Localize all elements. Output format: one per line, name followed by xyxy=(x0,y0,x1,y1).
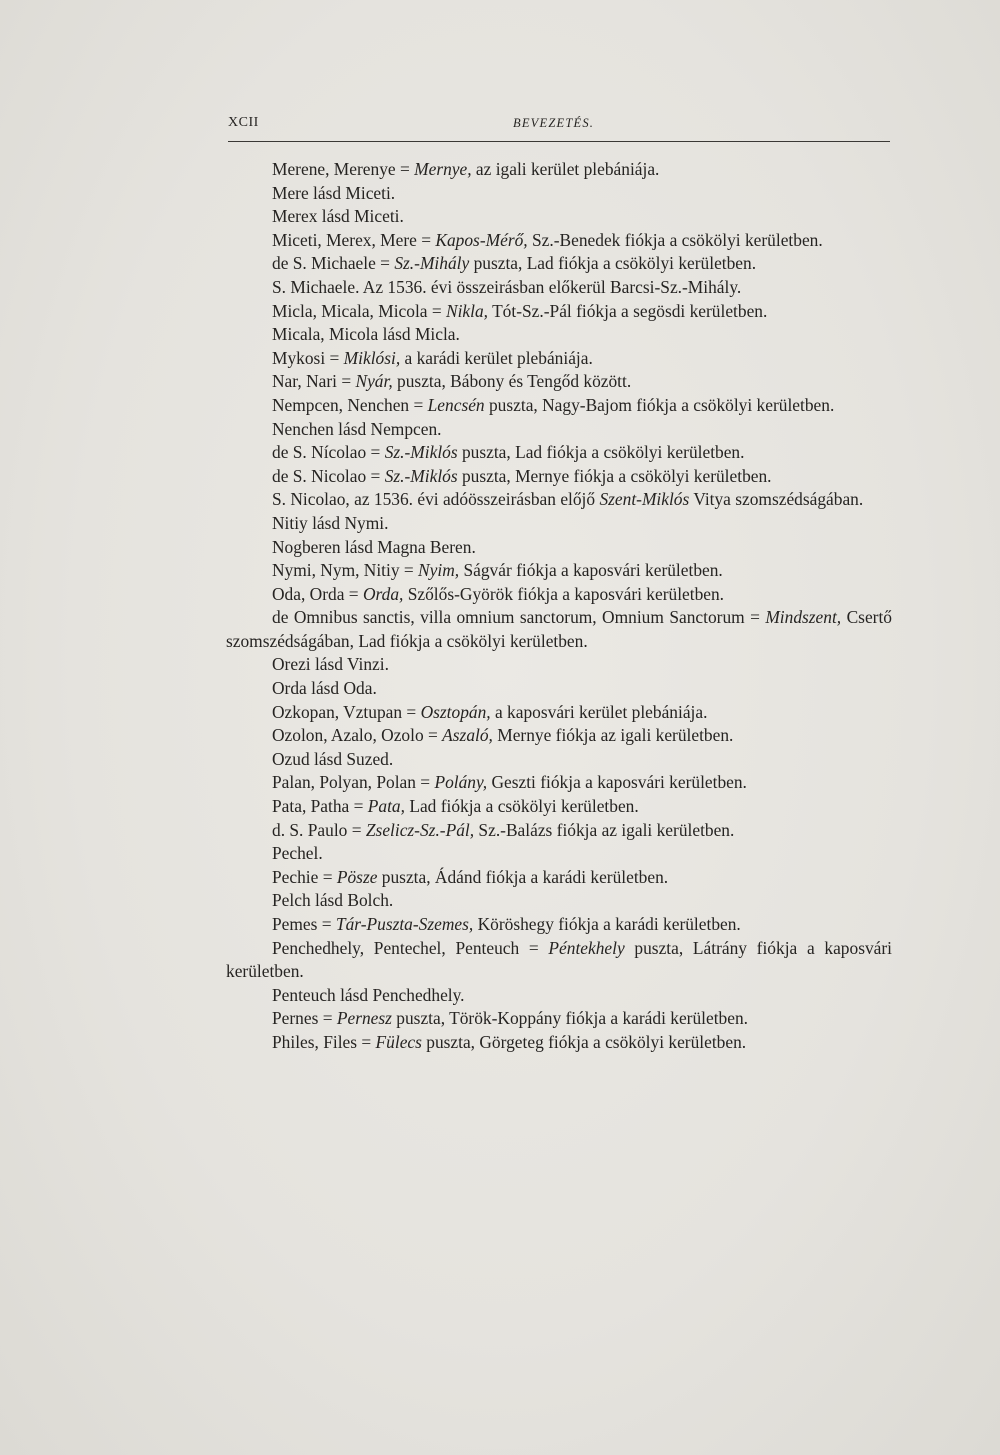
gazetteer-entries xyxy=(226,158,892,1055)
list-item: Nitiy lásd Nymi. xyxy=(272,512,389,533)
list-item: Philes, Files = Fülecs puszta, Görgeteg fiókja a csökölyi kerületben. xyxy=(272,1031,747,1052)
list-item: Palan, Polyan, Polan = Polány, Geszti fiókja a kaposvári kerületben. xyxy=(272,772,747,793)
list-item: Micla, Micala, Micola = Nikla, Tót-Sz.-Pál fiókja a segösdi kerületben. xyxy=(272,300,768,321)
list-item: S. Nicolao, az 1536. évi adóösszeirásban előjő Szent-Miklós Vitya szomszédságában. xyxy=(272,489,864,510)
list-item: de Omnibus sanctis, villa omnium sanctorum, Omnium Sanctorum = Mindszent, Csertő szomszédságában, Lad fiókja a csökölyi kerületben. xyxy=(226,607,892,651)
list-item: Orezi lásd Vinzi. xyxy=(272,654,389,675)
list-item: Merex lásd Miceti. xyxy=(272,206,404,227)
list-item: Miceti, Merex, Mere = Kapos-Mérő, Sz.-Benedek fiókja a csökölyi kerületben. xyxy=(272,229,823,250)
page-number: XCII xyxy=(228,115,259,130)
list-item: Micala, Micola lásd Micla. xyxy=(272,324,460,345)
list-item: d. S. Paulo = Zselicz-Sz.-Pál, Sz.-Balázs fiókja az igali kerületben. xyxy=(272,819,735,840)
list-item: Nymi, Nym, Nitiy = Nyim, Ságvár fiókja a kaposvári kerületben. xyxy=(272,560,723,581)
list-item: Pernes = Pernesz puszta, Török-Koppány fiókja a karádi kerületben. xyxy=(272,1008,749,1029)
list-item: Orda lásd Oda. xyxy=(272,678,377,699)
list-item: Merene, Merenye = Mernye, az igali kerület plebániája. xyxy=(272,159,660,179)
list-item: Pelch lásd Bolch. xyxy=(272,890,394,911)
list-item: Mykosi = Miklósi, a karádi kerület plebániája. xyxy=(272,347,593,368)
list-item: Nempcen, Nenchen = Lencsén puszta, Nagy-Bajom fiókja a csökölyi kerületben. xyxy=(272,394,835,415)
list-item: Pechel. xyxy=(272,843,323,864)
list-item: Nar, Nari = Nyár, puszta, Bábony és Tengőd között. xyxy=(272,371,632,392)
list-item: Pata, Patha = Pata, Lad fiókja a csökölyi kerületben. xyxy=(272,796,639,817)
list-item: Pechie = Pösze puszta, Ádánd fiókja a karádi kerületben. xyxy=(272,866,669,887)
list-item: de S. Nícolao = Sz.-Miklós puszta, Lad fiókja a csökölyi kerületben. xyxy=(272,442,745,463)
list-item: Ozkopan, Vztupan = Osztopán, a kaposvári kerület plebániája. xyxy=(272,701,708,722)
running-head xyxy=(228,111,890,142)
list-item: Ozolon, Azalo, Ozolo = Aszaló, Mernye fiókja az igali kerületben. xyxy=(272,725,734,746)
running-title: BEVEZETÉS. xyxy=(513,116,595,130)
list-item: Mere lásd Miceti. xyxy=(272,182,396,203)
list-item: Nenchen lásd Nempcen. xyxy=(272,418,442,439)
list-item: Pemes = Tár-Puszta-Szemes, Köröshegy fiókja a karádi kerületben. xyxy=(272,914,741,934)
list-item: Penteuch lásd Penchedhely. xyxy=(272,984,465,1005)
list-item: S. Michaele. Az 1536. évi összeirásban előkerül Barcsi-Sz.-Mihály. xyxy=(272,276,742,297)
list-item: Nogberen lásd Magna Beren. xyxy=(272,536,476,557)
list-item: Oda, Orda = Orda, Szőlős-Györök fiókja a kaposvári kerületben. xyxy=(272,583,725,604)
list-item: Penchedhely, Pentechel, Penteuch = Péntekhely puszta, Látrány fiókja a kaposvári kerületben. xyxy=(226,937,892,982)
list-item: Ozud lásd Suzed. xyxy=(272,748,394,769)
list-item: de S. Michaele = Sz.-Mihály puszta, Lad fiókja a csökölyi kerületben. xyxy=(272,253,757,274)
list-item: de S. Nicolao = Sz.-Miklós puszta, Mernye fiókja a csökölyi kerületben. xyxy=(272,465,772,486)
